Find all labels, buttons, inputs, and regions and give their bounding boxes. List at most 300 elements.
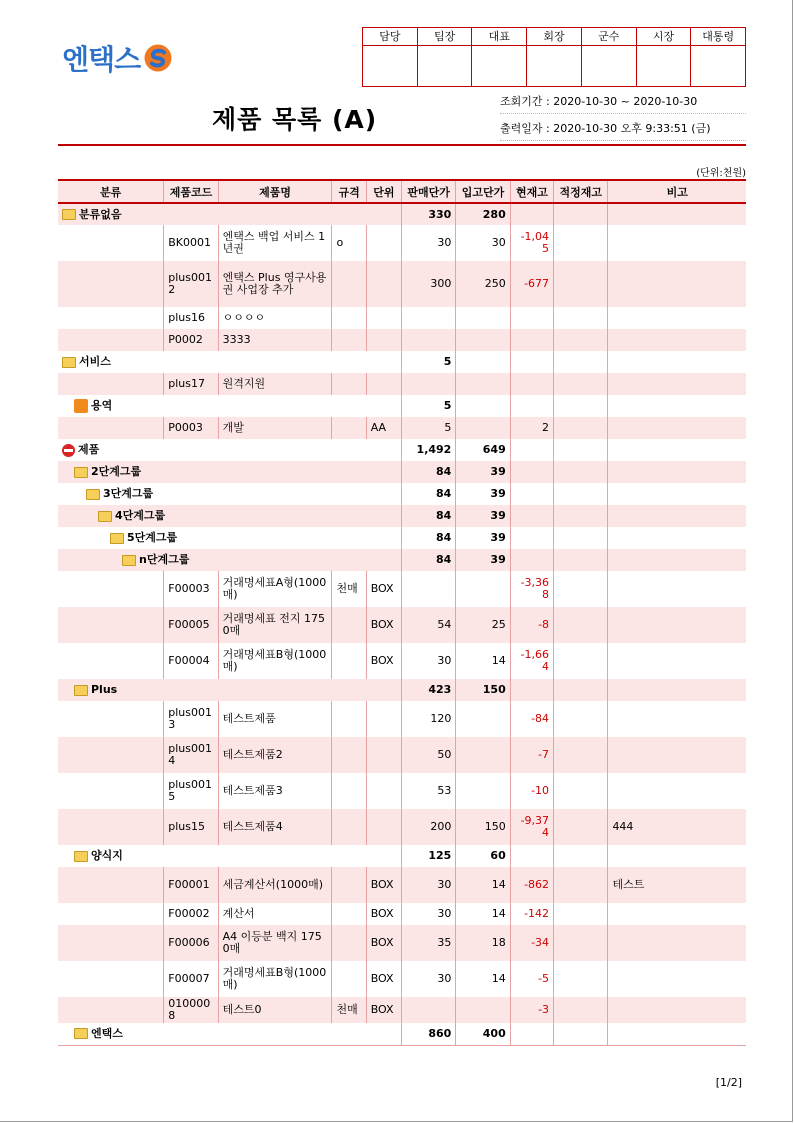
current-stock [510,373,553,395]
current-stock: -1,664 [510,643,553,679]
purchase-price: 14 [456,961,510,997]
table-row [58,307,746,329]
purchase-price-total: 150 [456,679,510,701]
product-name: A4 이등분 백지 1750매 [218,925,332,961]
product-code: F00003 [164,571,218,607]
approval-cell [582,28,637,86]
group-label [62,510,397,522]
product-code: plus17 [164,373,218,395]
column-header: 적정재고 [554,180,608,203]
stock-cell [510,483,553,505]
unit [366,225,401,261]
group-name: 제품 [78,443,100,456]
spec [332,607,366,643]
product-code: plus0015 [164,773,218,809]
category-cell [58,773,164,809]
note-cell [608,439,746,461]
sale-price: 120 [401,701,455,737]
folder-icon [74,1028,88,1039]
note [608,925,746,961]
note [608,571,746,607]
purchase-price-total: 39 [456,527,510,549]
folder-icon [86,489,100,500]
note-cell [608,1023,746,1045]
approval-cell [363,28,418,86]
table-row [58,773,746,809]
product-name: 3333 [218,329,332,351]
group-name: Plus [91,683,118,696]
group-label [62,399,397,413]
proper-stock [554,261,608,307]
product-name: 개발 [218,417,332,439]
sale-price-total: 860 [401,1023,455,1045]
group-cell [58,845,401,867]
stock-cell [510,549,553,571]
sale-price: 5 [401,417,455,439]
purchase-price-total: 280 [456,203,510,225]
group-row [58,439,746,461]
note-cell [608,351,746,373]
spec [332,307,366,329]
spec: 천매 [332,571,366,607]
current-stock: -5 [510,961,553,997]
group-label [62,488,397,500]
sale-price-total: 84 [401,549,455,571]
spec [332,643,366,679]
proper-stock [554,997,608,1023]
unit [366,737,401,773]
table-header [58,180,746,203]
approval-role: 팀장 [418,28,472,46]
sale-price-total: 5 [401,351,455,373]
table-row [58,809,746,845]
table-row [58,417,746,439]
approval-sign-area [691,46,745,86]
proper-stock [554,417,608,439]
proper-stock-cell [554,203,608,225]
table-row [58,643,746,679]
group-cell [58,679,401,701]
current-stock: -9,374 [510,809,553,845]
category-cell [58,307,164,329]
sale-price-total: 84 [401,461,455,483]
group-name: 서비스 [79,355,111,368]
unit: AA [366,417,401,439]
group-row [58,679,746,701]
category-cell [58,737,164,773]
category-cell [58,961,164,997]
approval-sign-area [472,46,526,86]
note [608,737,746,773]
group-row [58,483,746,505]
no-entry-icon [62,444,75,457]
title-rule [58,144,746,146]
note [608,225,746,261]
group-label [62,209,397,221]
group-name: 3단계그룹 [103,487,154,500]
table-row [58,737,746,773]
product-code: F00002 [164,903,218,925]
purchase-price [456,373,510,395]
meta-divider [500,140,746,141]
sale-price-total: 5 [401,395,455,417]
proper-stock-cell [554,505,608,527]
note-cell [608,203,746,225]
folder-icon [62,209,76,220]
product-name: 테스트0 [218,997,332,1023]
purchase-price-total: 60 [456,845,510,867]
purchase-price-total: 400 [456,1023,510,1045]
unit: BOX [366,571,401,607]
table-body [58,203,746,1045]
logo-s-icon [143,43,173,73]
purchase-price [456,773,510,809]
proper-stock-cell [554,395,608,417]
proper-stock [554,607,608,643]
proper-stock [554,773,608,809]
product-name: 거래명세표B형(1000매) [218,961,332,997]
proper-stock [554,373,608,395]
sale-price-total: 84 [401,527,455,549]
proper-stock-cell [554,679,608,701]
product-code: P0003 [164,417,218,439]
product-name: 테스트제품4 [218,809,332,845]
product-name: 테스트제품2 [218,737,332,773]
current-stock: -34 [510,925,553,961]
note [608,607,746,643]
column-header: 비고 [608,180,746,203]
column-header: 제품코드 [164,180,218,203]
group-cell [58,439,401,461]
table-row [58,571,746,607]
category-cell [58,571,164,607]
note [608,261,746,307]
group-row [58,527,746,549]
category-cell [58,417,164,439]
proper-stock [554,809,608,845]
unit-label: (단위:천원) [696,168,746,179]
purchase-price [456,571,510,607]
sale-price: 53 [401,773,455,809]
purchase-price [456,737,510,773]
group-cell [58,203,401,225]
approval-cell [472,28,527,86]
product-name: 거래명세표A형(1000매) [218,571,332,607]
approval-sign-area [527,46,581,86]
proper-stock [554,737,608,773]
table-row [58,867,746,903]
sale-price: 30 [401,643,455,679]
column-header: 입고단가 [456,180,510,203]
group-row [58,351,746,373]
table-row [58,961,746,997]
current-stock: -7 [510,737,553,773]
group-name: 용역 [91,399,113,412]
spec: o [332,225,366,261]
folder-icon [62,357,76,368]
current-stock: -84 [510,701,553,737]
proper-stock [554,961,608,997]
unit: BOX [366,961,401,997]
product-code: F00004 [164,643,218,679]
group-row [58,203,746,225]
note [608,773,746,809]
group-name: 분류없음 [79,207,122,221]
purchase-price-total: 39 [456,505,510,527]
product-code: F00006 [164,925,218,961]
group-label [62,554,397,566]
column-header: 제품명 [218,180,332,203]
note [608,417,746,439]
category-cell [58,225,164,261]
product-name: 계산서 [218,903,332,925]
current-stock [510,307,553,329]
note-cell [608,461,746,483]
group-row [58,1023,746,1045]
note-cell [608,505,746,527]
company-logo [62,38,173,78]
sale-price-total: 330 [401,203,455,225]
unit: BOX [366,903,401,925]
group-label [62,356,397,368]
approval-cell [691,28,745,86]
note [608,961,746,997]
stock-cell [510,1023,553,1045]
current-stock: -1,045 [510,225,553,261]
stock-cell [510,527,553,549]
group-row [58,395,746,417]
group-name: 5단계그룹 [127,531,178,544]
spec [332,329,366,351]
category-cell [58,867,164,903]
proper-stock-cell [554,527,608,549]
group-cell [58,483,401,505]
category-cell [58,329,164,351]
stock-cell [510,395,553,417]
proper-stock [554,571,608,607]
sale-price: 30 [401,961,455,997]
spec [332,867,366,903]
table-row [58,225,746,261]
product-name: 거래명세표 전지 1750매 [218,607,332,643]
approval-sign-area [637,46,691,86]
approval-sign-area [418,46,472,86]
note: 444 [608,809,746,845]
stock-cell [510,203,553,225]
group-cell [58,527,401,549]
folder-icon [122,555,136,566]
category-cell [58,607,164,643]
purchase-price: 30 [456,225,510,261]
purchase-price-total: 39 [456,483,510,505]
proper-stock [554,307,608,329]
stock-cell [510,351,553,373]
note: 테스트 [608,867,746,903]
category-cell [58,997,164,1023]
meta-divider [500,113,746,114]
category-cell [58,373,164,395]
purchase-price-total: 649 [456,439,510,461]
group-cell [58,395,401,417]
product-name: 원격지원 [218,373,332,395]
proper-stock-cell [554,1023,608,1045]
note [608,373,746,395]
folder-icon [74,467,88,478]
note [608,903,746,925]
group-name: n단계그룹 [139,553,190,566]
folder-icon [74,851,88,862]
purchase-price: 14 [456,643,510,679]
product-name: 거래명세표B형(1000매) [218,643,332,679]
product-name: 테스트제품 [218,701,332,737]
note-cell [608,845,746,867]
approval-role: 대표 [472,28,526,46]
purchase-price-total [456,395,510,417]
sale-price-total: 125 [401,845,455,867]
purchase-price [456,307,510,329]
current-stock: 2 [510,417,553,439]
folder-icon [98,511,112,522]
product-code: plus0014 [164,737,218,773]
current-stock [510,329,553,351]
note-cell [608,395,746,417]
sale-price: 30 [401,867,455,903]
product-code: F00005 [164,607,218,643]
table-row [58,925,746,961]
sale-price: 35 [401,925,455,961]
group-row [58,505,746,527]
category-cell [58,643,164,679]
sale-price: 30 [401,225,455,261]
proper-stock [554,701,608,737]
purchase-price-total: 39 [456,461,510,483]
purchase-price: 150 [456,809,510,845]
current-stock: -8 [510,607,553,643]
approval-box [362,27,746,87]
product-name: 테스트제품3 [218,773,332,809]
sale-price [401,373,455,395]
spec [332,701,366,737]
approval-cell [637,28,692,86]
note [608,701,746,737]
purchase-price: 18 [456,925,510,961]
unit [366,307,401,329]
sale-price: 30 [401,903,455,925]
group-name: 양식지 [91,849,123,862]
unit [366,261,401,307]
product-code: P0002 [164,329,218,351]
category-cell [58,701,164,737]
proper-stock [554,903,608,925]
approval-role: 회장 [527,28,581,46]
sale-price-total: 423 [401,679,455,701]
category-cell [58,261,164,307]
spec [332,925,366,961]
note [608,329,746,351]
product-code: BK0001 [164,225,218,261]
proper-stock [554,643,608,679]
logo-text: 엔택스 [62,43,141,76]
group-cell [58,461,401,483]
column-header: 판매단가 [401,180,455,203]
stock-cell [510,679,553,701]
spec [332,961,366,997]
table-row [58,373,746,395]
unit: BOX [366,867,401,903]
spec [332,417,366,439]
approval-role: 시장 [637,28,691,46]
spec [332,903,366,925]
product-code: plus0013 [164,701,218,737]
stock-cell [510,461,553,483]
query-period: 조회기간 : 2020-10-30 ~ 2020-10-30 [500,95,698,108]
note [608,307,746,329]
proper-stock-cell [554,845,608,867]
category-cell [58,903,164,925]
table-row [58,701,746,737]
proper-stock-cell [554,351,608,373]
group-label [62,1028,397,1040]
table-row [58,903,746,925]
note [608,643,746,679]
product-code: F00001 [164,867,218,903]
spec [332,773,366,809]
group-label [62,466,397,478]
purchase-price-total: 39 [456,549,510,571]
note-cell [608,483,746,505]
sale-price [401,329,455,351]
proper-stock [554,329,608,351]
proper-stock-cell [554,461,608,483]
group-name: 2단계그룹 [91,465,142,478]
sale-price-total: 84 [401,505,455,527]
unit: BOX [366,643,401,679]
sale-price [401,997,455,1023]
spec [332,809,366,845]
sale-price: 200 [401,809,455,845]
purchase-price [456,997,510,1023]
unit [366,773,401,809]
approval-cell [418,28,473,86]
note [608,997,746,1023]
folder-icon [110,533,124,544]
note-cell [608,549,746,571]
purchase-price: 14 [456,903,510,925]
group-cell [58,549,401,571]
current-stock: -677 [510,261,553,307]
group-name: 4단계그룹 [115,509,166,522]
unit: BOX [366,997,401,1023]
purchase-price [456,329,510,351]
product-name: 엔택스 Plus 영구사용권 사업장 추가 [218,261,332,307]
proper-stock-cell [554,483,608,505]
sale-price-total: 84 [401,483,455,505]
group-cell [58,1023,401,1045]
folder-icon [74,685,88,696]
column-header: 단위 [366,180,401,203]
proper-stock [554,225,608,261]
sale-price [401,307,455,329]
column-header: 분류 [58,180,164,203]
purchase-price: 250 [456,261,510,307]
unit [366,809,401,845]
current-stock: -3 [510,997,553,1023]
product-code: plus0012 [164,261,218,307]
spec: 천매 [332,997,366,1023]
product-name: 엔택스 백업 서비스 1년권 [218,225,332,261]
product-table [58,179,746,1046]
product-code: plus16 [164,307,218,329]
